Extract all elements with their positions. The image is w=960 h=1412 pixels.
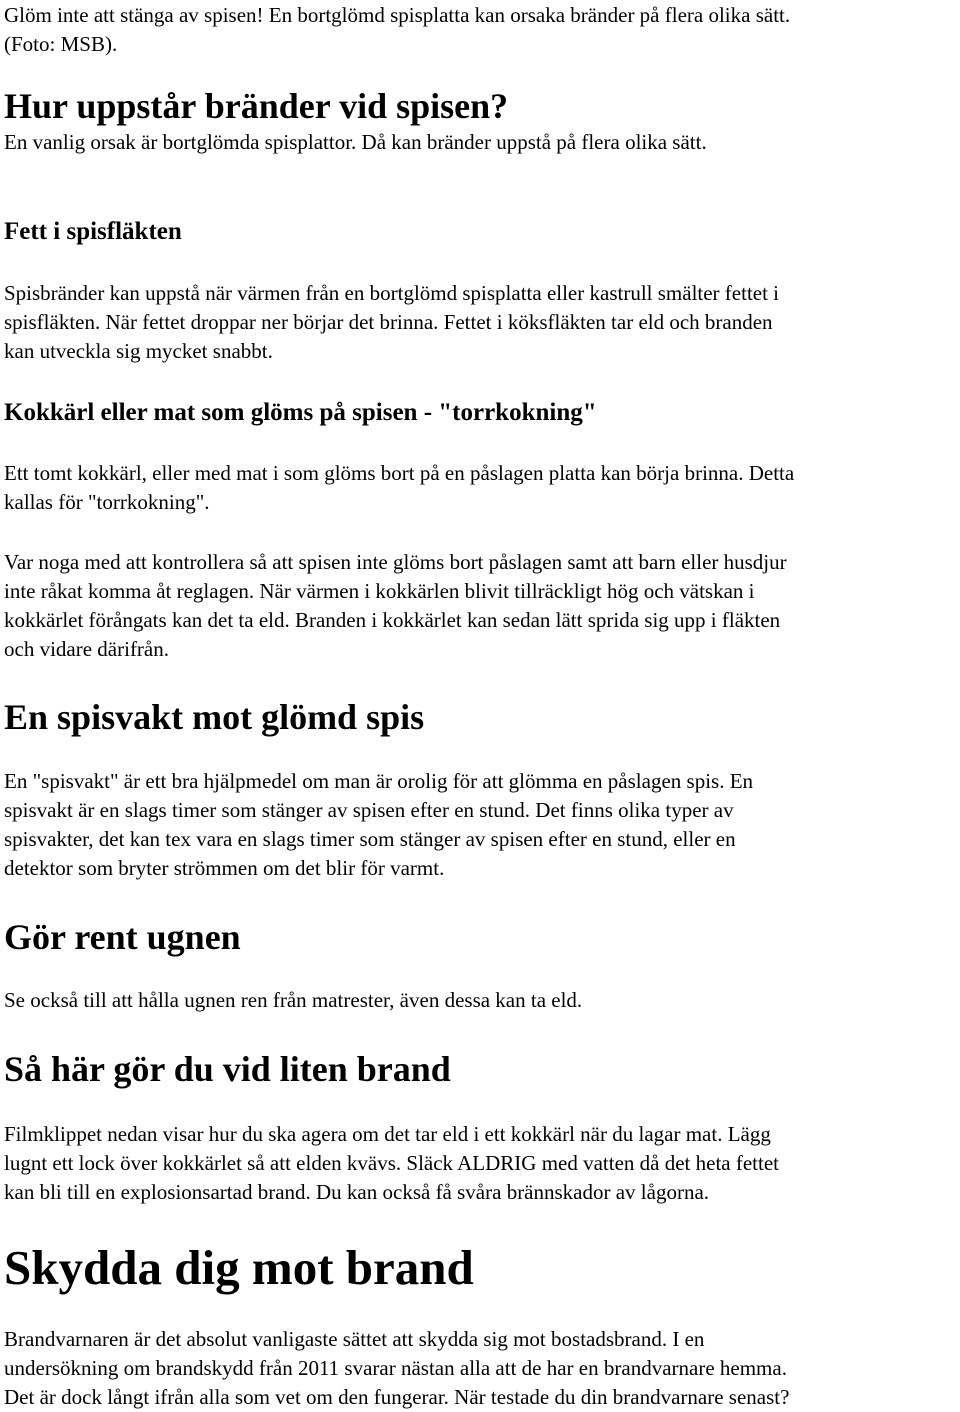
- paragraph-line: Brandvarnaren är det absolut vanligaste sättet att skydda sig mot bostadsbrand. I en: [4, 1327, 705, 1351]
- small-fire-paragraph: [4, 1120, 956, 1207]
- paragraph-line: Spisbränder kan uppstå när värmen från en bortglömd spisplatta eller kastrull smälter fettet i: [4, 281, 780, 305]
- paragraph-line: kokkärlet förångats kan det ta eld. Branden i kokkärlet kan sedan lätt sprida sig upp i fläkten: [4, 608, 781, 632]
- paragraph-line: Ett tomt kokkärl, eller med mat i som glöms bort på en påslagen platta kan börja brinna. Detta: [4, 461, 795, 485]
- paragraph-line: En "spisvakt" är ett bra hjälpmedel om man är orolig för att glömma en påslagen spis. En: [4, 769, 754, 793]
- intro-paragraph: En vanlig orsak är bortglömda spisplattor. Då kan bränder uppstå på flera olika sätt.: [4, 130, 707, 154]
- protect-paragraph: [4, 1325, 956, 1412]
- paragraph-line: spisfläkten. När fettet droppar ner börjar det brinna. Fettet i köksfläkten tar eld och branden: [4, 310, 773, 334]
- paragraph-line: spisvakter, det kan tex vara en slags timer som stänger av spisen efter en stund, eller en: [4, 827, 736, 851]
- paragraph-line: Var noga med att kontrollera så att spisen inte glöms bort påslagen samt att barn eller husdjur: [4, 550, 787, 574]
- fan-paragraph: [4, 279, 956, 366]
- paragraph-line: detektor som bryter strömmen om det blir för varmt.: [4, 856, 445, 880]
- paragraph-line: kallas för "torrkokning".: [4, 490, 210, 514]
- photo-caption: [4, 1, 956, 59]
- paragraph-line: undersökning om brandskydd från 2011 svarar nästan alla att de har en brandvarnare hemma.: [4, 1356, 787, 1380]
- stove-guard-paragraph: [4, 767, 956, 883]
- heading-clean-oven: Gör rent ugnen: [4, 917, 241, 957]
- caption-line: (Foto: MSB).: [4, 32, 118, 56]
- paragraph-line: kan bli till en explosionsartad brand. Du kan också få svåra brännskador av lågorna.: [4, 1180, 710, 1204]
- heading-stove-guard: En spisvakt mot glömd spis: [4, 697, 425, 737]
- paragraph-line: Filmklippet nedan visar hur du ska agera om det tar eld i ett kokkärl när du lagar mat. Lägg: [4, 1122, 771, 1146]
- heading-fat-in-fan: Fett i spisfläkten: [4, 218, 182, 245]
- paragraph-line: inte råkat komma åt reglagen. När värmen i kokkärlen blivit tillräckligt hög och vätskan i: [4, 579, 755, 603]
- paragraph-line: spisvakt är en slags timer som stänger av spisen efter en stund. Det finns olika typer av: [4, 798, 734, 822]
- heading-protect-fire: Skydda dig mot brand: [4, 1240, 474, 1295]
- clean-oven-paragraph: Se också till att hålla ugnen ren från matrester, även dessa kan ta eld.: [4, 988, 583, 1012]
- heading-dry-cooking: Kokkärl eller mat som glöms på spisen - "torrkokning": [4, 399, 597, 426]
- dry-cooking-paragraph-1: [4, 459, 956, 517]
- heading-fire-causes: Hur uppstår bränder vid spisen?: [4, 86, 509, 126]
- dry-cooking-paragraph-2: [4, 548, 956, 664]
- paragraph-line: kan utveckla sig mycket snabbt.: [4, 339, 273, 363]
- paragraph-line: och vidare därifrån.: [4, 637, 169, 661]
- heading-small-fire: Så här gör du vid liten brand: [4, 1049, 451, 1089]
- paragraph-line: lugnt ett lock över kokkärlet så att elden kvävs. Släck ALDRIG med vatten då det heta fettet: [4, 1151, 780, 1175]
- caption-line: Glöm inte att stänga av spisen! En bortglömd spisplatta kan orsaka bränder på flera olika sätt.: [4, 3, 791, 27]
- paragraph-line: Det är dock långt ifrån alla som vet om den fungerar. När testade du din brandvarnare senast?: [4, 1385, 790, 1409]
